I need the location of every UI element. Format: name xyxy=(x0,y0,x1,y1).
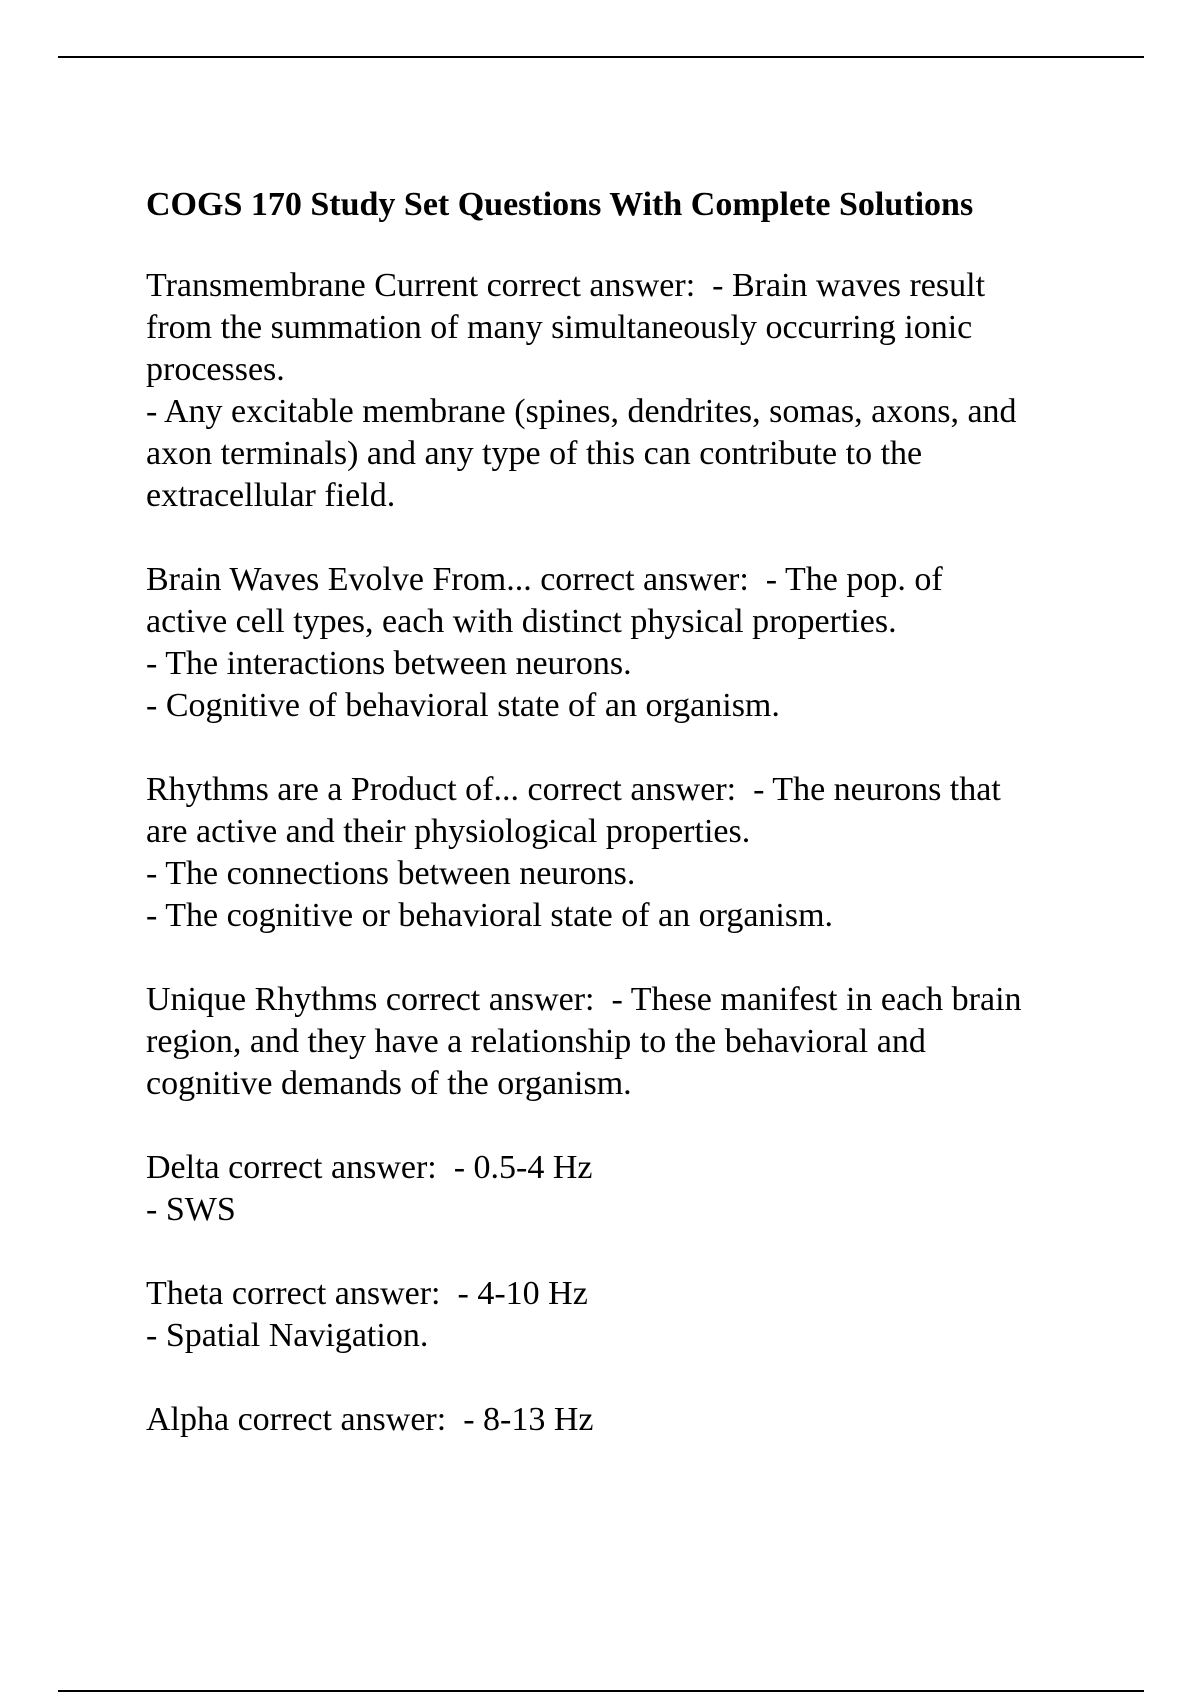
qa-line: processes. xyxy=(146,351,285,388)
qa-line: Unique Rhythms correct answer: - These manifest in each brain xyxy=(146,981,1022,1018)
qa-line: Transmembrane Current correct answer: - Brain waves result xyxy=(146,267,986,304)
qa-line: axon terminals) and any type of this can contribute to the xyxy=(146,435,923,472)
qa-line: are active and their physiological properties. xyxy=(146,813,751,850)
header-rule xyxy=(58,56,1144,58)
qa-line: from the summation of many simultaneously occurring ionic xyxy=(146,309,973,346)
qa-line: - The interactions between neurons. xyxy=(146,645,632,682)
footer-rule xyxy=(58,1690,1144,1692)
qa-entry-theta xyxy=(146,1273,1106,1357)
qa-line: - The connections between neurons. xyxy=(146,855,636,892)
qa-entry-unique-rhythms xyxy=(146,979,1106,1105)
qa-line: - SWS xyxy=(146,1191,236,1228)
qa-entry-delta xyxy=(146,1147,1106,1231)
qa-line: Rhythms are a Product of... correct answer: - The neurons that xyxy=(146,771,1001,808)
qa-line: cognitive demands of the organism. xyxy=(146,1065,632,1102)
qa-line: - The cognitive or behavioral state of an organism. xyxy=(146,897,834,934)
qa-line: - Spatial Navigation. xyxy=(146,1317,429,1354)
qa-entry-transmembrane-current xyxy=(146,265,1106,517)
qa-line: - Cognitive of behavioral state of an organism. xyxy=(146,687,780,724)
qa-line: extracellular field. xyxy=(146,477,396,514)
qa-line: Delta correct answer: - 0.5-4 Hz xyxy=(146,1149,593,1186)
document-title: COGS 170 Study Set Questions With Complete Solutions xyxy=(146,186,974,223)
qa-entry-rhythms-product xyxy=(146,769,1106,937)
qa-line: active cell types, each with distinct physical properties. xyxy=(146,603,897,640)
qa-entry-alpha xyxy=(146,1399,1106,1441)
qa-line: Brain Waves Evolve From... correct answer: - The pop. of xyxy=(146,561,943,598)
document-body xyxy=(146,185,1106,1483)
qa-entry-brain-waves-evolve xyxy=(146,559,1106,727)
qa-line: - Any excitable membrane (spines, dendrites, somas, axons, and xyxy=(146,393,1017,430)
qa-line: Theta correct answer: - 4-10 Hz xyxy=(146,1275,588,1312)
qa-line: Alpha correct answer: - 8-13 Hz xyxy=(146,1401,594,1438)
qa-line: region, and they have a relationship to the behavioral and xyxy=(146,1023,926,1060)
